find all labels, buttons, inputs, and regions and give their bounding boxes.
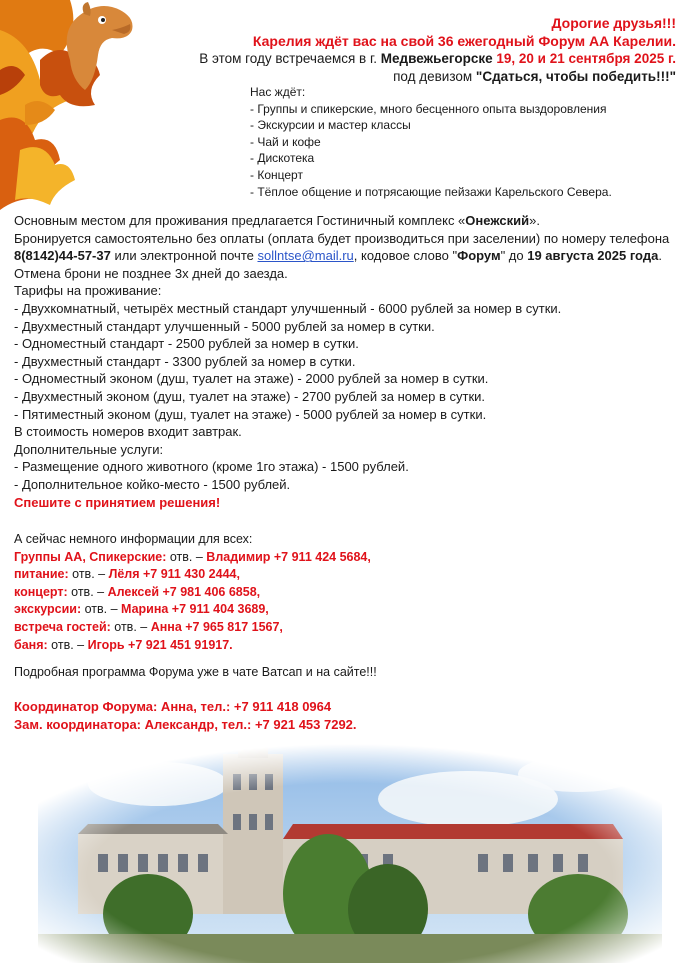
event-dates: 19, 20 и 21 сентября 2025 г. [496,51,676,66]
contact-person: Владимир +7 911 424 5684, [206,549,371,564]
location-prefix: В этом году встречаемся в г. [199,51,381,66]
contact-label: встреча гостей: [14,619,111,634]
tariff-item: - Пятиместный эконом (душ, туалет на этаже) - 5000 рублей за номер в сутки. [14,406,487,422]
hurry-note: Спешите с принятием решения! [14,494,221,510]
contact-label: питание: [14,567,69,582]
hotel-name: Онежский [465,213,530,228]
location-line [156,50,676,68]
contact-resp: отв. – [68,567,109,582]
greeting-line: Дорогие друзья!!! [551,15,676,31]
list-item: - Дискотека [250,151,315,166]
contact-person: Анна +7 965 817 1567, [150,619,283,634]
header-block [156,14,676,86]
hotel-prefix: Основным местом для проживания предлагается Гостиничный комплекс « [14,213,466,228]
tariff-item: - Двухместный стандарт улучшенный - 5000 рублей за номер в сутки. [14,318,435,334]
tariff-item: - Двухместный эконом (душ, туалет на этаже) - 2700 рублей за номер в сутки. [14,388,486,404]
contact-resp: отв. – [110,619,151,634]
tariff-item: - Одноместный стандарт - 2500 рублей за номер в сутки. [14,336,359,352]
contact-person: Марина +7 911 404 3689, [121,602,269,617]
list-item: - Тёплое общение и потрясающие пейзажи Карельского Севера. [250,184,612,199]
motto-text: "Сдаться, чтобы победить!!!" [475,69,676,84]
awaits-list [250,101,670,201]
booking-phone: 8(8142)44-57-37 [14,248,111,264]
contacts-section [14,531,674,654]
hotel-building-photo [38,744,662,963]
codeword: Форум [457,248,501,264]
tariff-item: - Двухкомнатный, четырёх местный стандарт улучшенный - 6000 рублей за номер в сутки. [14,300,562,316]
cancellation-note: Отмена брони не позднее 3х дней до заезда. [14,265,288,281]
extras-title: Дополнительные услуги: [14,441,164,457]
contact-row [14,619,674,637]
booking-email-link[interactable]: sollntse@mail.ru [257,248,354,264]
contact-person: Игорь +7 921 451 91917. [87,637,233,652]
codeword-suffix: " до [500,248,528,264]
extra-item: - Дополнительное койко-место - 1500 рублей. [14,476,291,492]
contact-label: баня: [14,637,48,652]
contact-row [14,637,674,655]
coordinator-line: Координатор Форума: Анна, тел.: +7 911 418 0964 [14,699,332,714]
extra-item: - Размещение одного животного (кроме 1го этажа) - 1500 рублей. [14,459,409,475]
awaits-section [250,84,670,200]
city-name: Медвежьегорске [380,51,493,66]
lodging-section [14,212,674,511]
contact-row [14,584,674,602]
awaits-title: Нас ждёт: [250,85,306,99]
booking-end: . [658,248,662,264]
deputy-coordinator-line: Зам. координатора: Александр, тел.: +7 921 453 7292. [14,717,357,732]
list-item: - Группы и спикерские, много бесценного опыта выздоровления [250,101,607,116]
tariffs-title: Тарифы на проживание: [14,283,162,299]
tariff-item: - Одноместный эконом (душ, туалет на этаже) - 2000 рублей за номер в сутки. [14,371,489,387]
booking-mid: или электронной почте [110,248,258,264]
booking-paragraph: Бронируется самостоятельно без оплаты (оплата будет производиться при заселении) по номеру телефона [14,230,670,246]
contact-label: концерт: [14,584,68,599]
camel-head [67,2,133,90]
tariff-item: - Двухместный стандарт - 3300 рублей за номер в сутки. [14,353,356,369]
list-item: - Экскурсии и мастер классы [250,118,411,133]
codeword-prefix: , кодовое слово " [353,248,458,264]
invitation-line: Карелия ждёт вас на свой 36 ежегодный Форум АА Карелии. [252,33,676,49]
extras-list [14,458,674,493]
contact-resp: отв. – [67,584,108,599]
list-item: - Чай и кофе [250,134,321,149]
contact-label: экскурсии: [14,602,82,617]
motto-prefix: под девизом [393,69,476,84]
contact-row [14,566,674,584]
hotel-suffix: ». [529,213,540,228]
tariffs-list [14,300,674,423]
hotel-paragraph [14,212,674,230]
coordinators-section [14,698,674,734]
contact-row [14,601,674,619]
contact-label: Группы АА, Спикерские: [14,549,167,564]
contact-row [14,549,674,567]
contact-resp: отв. – [81,602,121,617]
contact-person: Алексей +7 981 406 6858, [107,584,261,599]
contact-resp: отв. – [166,549,207,564]
contacts-intro: А сейчас немного информации для всех: [14,532,253,546]
contact-resp: отв. – [47,637,88,652]
contact-person: Лёля +7 911 430 2444, [108,567,240,582]
booking-contacts [14,247,674,265]
booking-deadline: 19 августа 2025 года [527,248,659,264]
program-note: Подробная программа Форума уже в чате Ватсап и на сайте!!! [14,665,377,679]
list-item: - Концерт [250,167,303,182]
breakfast-note: В стоимость номеров входит завтрак. [14,424,242,440]
